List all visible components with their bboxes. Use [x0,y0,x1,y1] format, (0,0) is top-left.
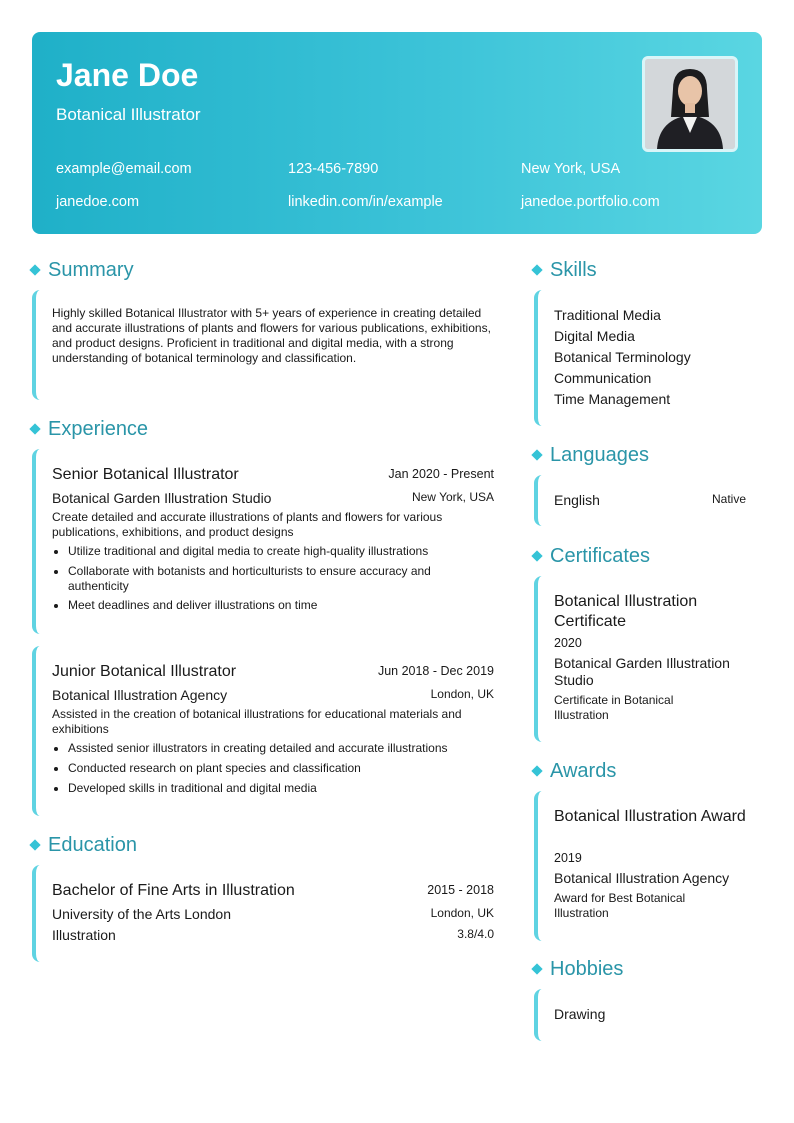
skill-item: Time Management [554,391,671,407]
job-bullet: Assisted senior illustrators in creating detailed and accurate illustrations [68,741,492,756]
certificate-item [534,576,746,742]
bullet-icon [54,604,58,608]
field-of-study: Illustration [52,927,116,943]
location-text: New York, USA [521,161,621,177]
award-issuer: Botanical Illustration Agency [554,870,730,886]
resume-header [32,32,762,234]
languages-block [534,475,746,526]
hobbies-heading: Hobbies [532,957,623,981]
award-year: 2019 [554,851,582,865]
company-name: Botanical Garden Illustration Studio [52,490,272,506]
job-dates: Jan 2020 - Present [388,467,494,481]
skill-item: Digital Media [554,328,635,344]
job-bullet: Developed skills in traditional and digital media [68,781,492,796]
diamond-icon [29,264,40,275]
summary-text: Highly skilled Botanical Illustrator with 5+ years of experience in creating detailed and accurate illustrations of plants and flowers for various publications, exhibitions, and product designs. Proficient in traditional and digital media, with a strong understanding of botanical terminology and classification. [52,306,491,365]
job-bullet: Collaborate with botanists and horticulturists to ensure accuracy and authenticity [68,564,492,594]
job-bullet: Utilize traditional and digital media to create high-quality illustrations [68,544,492,559]
certificate-year: 2020 [554,636,582,650]
person-portrait-icon [645,59,735,149]
job-dates: Jun 2018 - Dec 2019 [377,664,494,678]
job-title: Botanical Illustrator [56,105,201,124]
summary-heading: Summary [30,258,134,282]
certificate-issuer: Botanical Garden Illustration Studio [554,655,730,688]
bullet-icon [54,787,58,791]
gpa: 3.8/4.0 [457,927,494,941]
education-dates: 2015 - 2018 [427,883,494,897]
diamond-icon [29,839,40,850]
full-name: Jane Doe [56,57,199,93]
hobby-item: Drawing [554,1006,606,1022]
education-item [32,865,494,962]
skill-item: Communication [554,370,652,386]
certificates-heading: Certificates [532,544,650,568]
job-bullet: Conducted research on plant species and classification [68,761,492,776]
diamond-icon [531,264,542,275]
job-location: London, UK [430,687,494,701]
experience-heading: Experience [30,417,148,441]
linkedin-link[interactable]: linkedin.com/in/example [288,194,443,210]
email-link[interactable]: example@email.com [56,161,192,177]
profile-photo [642,56,738,152]
job-location: New York, USA [411,490,494,504]
certificate-description: Certificate in Botanical Illustration [554,693,674,722]
diamond-icon [531,963,542,974]
bullet-icon [54,747,58,751]
job-bullet: Meet deadlines and deliver illustrations on time [68,598,492,613]
job-role: Senior Botanical Illustrator [52,466,239,483]
website-link[interactable]: janedoe.com [56,194,140,210]
diamond-icon [531,449,542,460]
summary-block [32,290,494,400]
job-description: Create detailed and accurate illustrations of plants and flowers for various publications, exhibitions, and product designs [52,510,443,539]
award-item [534,791,746,941]
diamond-icon [531,765,542,776]
experience-item [32,646,494,816]
job-description: Assisted in the creation of botanical illustrations for educational materials and exhibitions [52,707,462,736]
degree-name: Bachelor of Fine Arts in Illustration [52,882,295,899]
award-description: Award for Best Botanical Illustration [554,891,686,920]
language-name: English [554,492,600,508]
skill-item: Traditional Media [554,307,661,323]
portfolio-link[interactable]: janedoe.portfolio.com [521,194,660,210]
phone-text[interactable]: 123-456-7890 [288,161,379,177]
awards-heading: Awards [532,759,616,783]
bullet-icon [54,767,58,771]
language-level: Native [711,492,746,506]
school-name: University of the Arts London [52,906,231,922]
experience-item [32,449,494,634]
languages-heading: Languages [532,443,649,467]
job-role: Junior Botanical Illustrator [52,663,237,680]
skill-item: Botanical Terminology [554,349,691,365]
skills-heading: Skills [532,258,597,282]
award-name: Botanical Illustration Award [554,808,746,825]
skills-block [534,290,746,426]
bullet-icon [54,570,58,574]
diamond-icon [29,423,40,434]
certificate-name: Botanical Illustration Certificate [554,593,698,630]
hobbies-block [534,989,746,1041]
diamond-icon [531,550,542,561]
education-heading: Education [30,833,137,857]
company-name: Botanical Illustration Agency [52,687,228,703]
school-location: London, UK [430,906,494,920]
bullet-icon [54,550,58,554]
